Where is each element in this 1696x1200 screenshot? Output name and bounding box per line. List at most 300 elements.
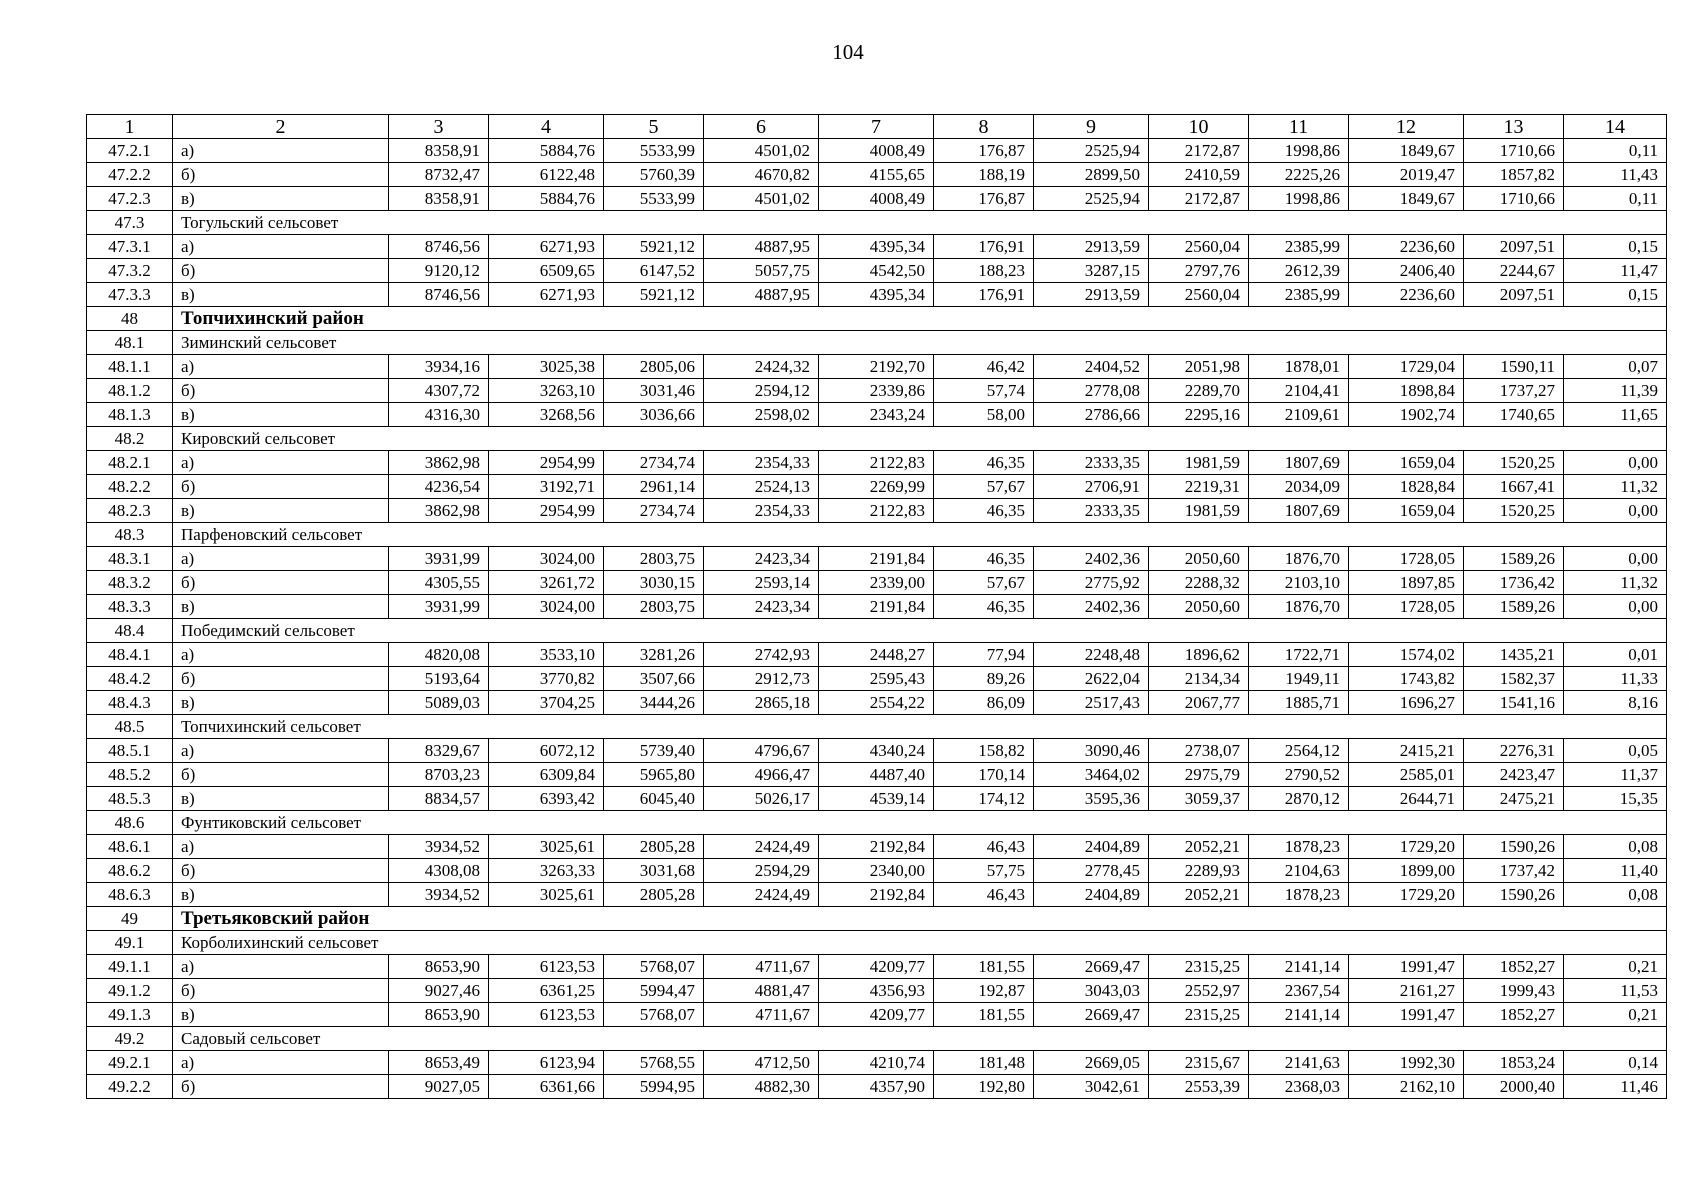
value-cell: 6309,84 <box>489 763 604 787</box>
section-row <box>87 523 1667 547</box>
value-cell: 1857,82 <box>1464 163 1564 187</box>
value-cell: 2423,34 <box>704 547 819 571</box>
section-title: Фунтиковский сельсовет <box>173 811 1667 835</box>
row-number: 48.2.3 <box>87 499 173 523</box>
value-cell: 1729,20 <box>1349 883 1464 907</box>
value-cell: 2554,22 <box>819 691 934 715</box>
value-cell: 0,08 <box>1564 835 1667 859</box>
row-option: а) <box>173 739 389 763</box>
header-cell: 11 <box>1249 115 1349 139</box>
value-cell: 1878,23 <box>1249 835 1349 859</box>
value-cell: 4887,95 <box>704 283 819 307</box>
value-cell: 188,23 <box>934 259 1034 283</box>
value-cell: 9027,05 <box>389 1075 489 1099</box>
value-cell: 0,08 <box>1564 883 1667 907</box>
value-cell: 1981,59 <box>1149 499 1249 523</box>
value-cell: 2598,02 <box>704 403 819 427</box>
value-cell: 2778,45 <box>1034 859 1149 883</box>
value-cell: 4796,67 <box>704 739 819 763</box>
value-cell: 0,21 <box>1564 955 1667 979</box>
value-cell: 11,32 <box>1564 475 1667 499</box>
value-cell: 5884,76 <box>489 139 604 163</box>
value-cell: 6147,52 <box>604 259 704 283</box>
value-cell: 2803,75 <box>604 595 704 619</box>
value-cell: 3862,98 <box>389 499 489 523</box>
row-number: 48.1.2 <box>87 379 173 403</box>
value-cell: 3268,56 <box>489 403 604 427</box>
value-cell: 2622,04 <box>1034 667 1149 691</box>
value-cell: 1737,27 <box>1464 379 1564 403</box>
section-title: Зиминский сельсовет <box>173 331 1667 355</box>
value-cell: 4155,65 <box>819 163 934 187</box>
value-cell: 2122,83 <box>819 451 934 475</box>
table-body <box>87 115 1667 1099</box>
section-title: Кировский сельсовет <box>173 427 1667 451</box>
table-row <box>87 979 1667 1003</box>
value-cell: 1949,11 <box>1249 667 1349 691</box>
value-cell: 2295,16 <box>1149 403 1249 427</box>
value-cell: 2742,93 <box>704 643 819 667</box>
header-cell: 7 <box>819 115 934 139</box>
value-cell: 11,39 <box>1564 379 1667 403</box>
table-row <box>87 235 1667 259</box>
value-cell: 1722,71 <box>1249 643 1349 667</box>
value-cell: 2034,09 <box>1249 475 1349 499</box>
value-cell: 1981,59 <box>1149 451 1249 475</box>
table-row <box>87 355 1667 379</box>
value-cell: 2870,12 <box>1249 787 1349 811</box>
value-cell: 2134,34 <box>1149 667 1249 691</box>
value-cell: 2954,99 <box>489 499 604 523</box>
value-cell: 3043,03 <box>1034 979 1149 1003</box>
value-cell: 2244,67 <box>1464 259 1564 283</box>
value-cell: 2560,04 <box>1149 235 1249 259</box>
value-cell: 1435,21 <box>1464 643 1564 667</box>
value-cell: 4340,24 <box>819 739 934 763</box>
value-cell: 2865,18 <box>704 691 819 715</box>
value-cell: 3287,15 <box>1034 259 1149 283</box>
value-cell: 2404,89 <box>1034 883 1149 907</box>
value-cell: 2192,84 <box>819 835 934 859</box>
table-row <box>87 883 1667 907</box>
table-row <box>87 283 1667 307</box>
row-number: 47.2.2 <box>87 163 173 187</box>
value-cell: 1659,04 <box>1349 499 1464 523</box>
value-cell: 181,48 <box>934 1051 1034 1075</box>
value-cell: 2424,49 <box>704 835 819 859</box>
value-cell: 2524,13 <box>704 475 819 499</box>
value-cell: 6122,48 <box>489 163 604 187</box>
value-cell: 46,43 <box>934 835 1034 859</box>
value-cell: 192,80 <box>934 1075 1034 1099</box>
row-number: 48.6.1 <box>87 835 173 859</box>
table-row <box>87 187 1667 211</box>
row-option: а) <box>173 1051 389 1075</box>
value-cell: 11,32 <box>1564 571 1667 595</box>
row-option: б) <box>173 667 389 691</box>
row-number: 48.2.1 <box>87 451 173 475</box>
value-cell: 4209,77 <box>819 955 934 979</box>
value-cell: 2525,94 <box>1034 139 1149 163</box>
value-cell: 1991,47 <box>1349 1003 1464 1027</box>
value-cell: 6393,42 <box>489 787 604 811</box>
value-cell: 5533,99 <box>604 187 704 211</box>
value-cell: 4882,30 <box>704 1075 819 1099</box>
value-cell: 176,87 <box>934 187 1034 211</box>
value-cell: 2141,14 <box>1249 955 1349 979</box>
value-cell: 3024,00 <box>489 595 604 619</box>
value-cell: 2669,47 <box>1034 1003 1149 1027</box>
row-option: б) <box>173 163 389 187</box>
value-cell: 4308,08 <box>389 859 489 883</box>
value-cell: 3281,26 <box>604 643 704 667</box>
value-cell: 1589,26 <box>1464 595 1564 619</box>
district-number: 49 <box>87 907 173 931</box>
value-cell: 2172,87 <box>1149 139 1249 163</box>
row-option: а) <box>173 643 389 667</box>
value-cell: 4008,49 <box>819 187 934 211</box>
value-cell: 77,94 <box>934 643 1034 667</box>
value-cell: 2786,66 <box>1034 403 1149 427</box>
section-row <box>87 331 1667 355</box>
value-cell: 2406,40 <box>1349 259 1464 283</box>
section-number: 48.2 <box>87 427 173 451</box>
row-option: в) <box>173 883 389 907</box>
value-cell: 1667,41 <box>1464 475 1564 499</box>
value-cell: 2954,99 <box>489 451 604 475</box>
value-cell: 8358,91 <box>389 187 489 211</box>
value-cell: 1520,25 <box>1464 451 1564 475</box>
value-cell: 2219,31 <box>1149 475 1249 499</box>
value-cell: 2423,47 <box>1464 763 1564 787</box>
value-cell: 188,19 <box>934 163 1034 187</box>
value-cell: 2191,84 <box>819 595 934 619</box>
value-cell: 2805,06 <box>604 355 704 379</box>
row-option: б) <box>173 763 389 787</box>
value-cell: 2276,31 <box>1464 739 1564 763</box>
value-cell: 2122,83 <box>819 499 934 523</box>
table-row <box>87 739 1667 763</box>
value-cell: 2052,21 <box>1149 835 1249 859</box>
section-title: Парфеновский сельсовет <box>173 523 1667 547</box>
row-number: 48.5.1 <box>87 739 173 763</box>
value-cell: 2553,39 <box>1149 1075 1249 1099</box>
value-cell: 2585,01 <box>1349 763 1464 787</box>
row-option: в) <box>173 283 389 307</box>
value-cell: 2288,32 <box>1149 571 1249 595</box>
value-cell: 5026,17 <box>704 787 819 811</box>
value-cell: 1728,05 <box>1349 547 1464 571</box>
header-cell: 1 <box>87 115 173 139</box>
value-cell: 1582,37 <box>1464 667 1564 691</box>
value-cell: 2404,89 <box>1034 835 1149 859</box>
value-cell: 8653,90 <box>389 1003 489 1027</box>
value-cell: 2385,99 <box>1249 235 1349 259</box>
value-cell: 0,00 <box>1564 451 1667 475</box>
row-number: 49.2.2 <box>87 1075 173 1099</box>
header-cell: 3 <box>389 115 489 139</box>
value-cell: 5921,12 <box>604 283 704 307</box>
value-cell: 1998,86 <box>1249 187 1349 211</box>
value-cell: 0,21 <box>1564 1003 1667 1027</box>
value-cell: 2019,47 <box>1349 163 1464 187</box>
row-option: б) <box>173 979 389 1003</box>
value-cell: 15,35 <box>1564 787 1667 811</box>
value-cell: 2525,94 <box>1034 187 1149 211</box>
value-cell: 1710,66 <box>1464 139 1564 163</box>
value-cell: 2354,33 <box>704 451 819 475</box>
value-cell: 6123,53 <box>489 955 604 979</box>
value-cell: 6271,93 <box>489 235 604 259</box>
value-cell: 1876,70 <box>1249 595 1349 619</box>
header-cell: 2 <box>173 115 389 139</box>
value-cell: 1743,82 <box>1349 667 1464 691</box>
value-cell: 2289,93 <box>1149 859 1249 883</box>
table-row <box>87 379 1667 403</box>
value-cell: 3263,33 <box>489 859 604 883</box>
value-cell: 1590,26 <box>1464 883 1564 907</box>
value-cell: 3036,66 <box>604 403 704 427</box>
value-cell: 0,00 <box>1564 595 1667 619</box>
row-option: в) <box>173 787 389 811</box>
value-cell: 57,75 <box>934 859 1034 883</box>
value-cell: 1729,20 <box>1349 835 1464 859</box>
value-cell: 46,42 <box>934 355 1034 379</box>
value-cell: 2097,51 <box>1464 235 1564 259</box>
value-cell: 2475,21 <box>1464 787 1564 811</box>
value-cell: 1710,66 <box>1464 187 1564 211</box>
value-cell: 11,53 <box>1564 979 1667 1003</box>
value-cell: 1696,27 <box>1349 691 1464 715</box>
value-cell: 5768,07 <box>604 1003 704 1027</box>
row-number: 48.3.3 <box>87 595 173 619</box>
value-cell: 174,12 <box>934 787 1034 811</box>
value-cell: 6045,40 <box>604 787 704 811</box>
row-number: 49.1.3 <box>87 1003 173 1027</box>
section-number: 49.2 <box>87 1027 173 1051</box>
value-cell: 2734,74 <box>604 451 704 475</box>
value-cell: 8703,23 <box>389 763 489 787</box>
value-cell: 57,67 <box>934 475 1034 499</box>
value-cell: 2191,84 <box>819 547 934 571</box>
value-cell: 2913,59 <box>1034 235 1149 259</box>
value-cell: 2805,28 <box>604 835 704 859</box>
table-row <box>87 595 1667 619</box>
value-cell: 5884,76 <box>489 187 604 211</box>
value-cell: 4307,72 <box>389 379 489 403</box>
value-cell: 4395,34 <box>819 235 934 259</box>
value-cell: 3025,61 <box>489 835 604 859</box>
value-cell: 2289,70 <box>1149 379 1249 403</box>
row-option: а) <box>173 547 389 571</box>
district-row <box>87 907 1667 931</box>
table-row <box>87 139 1667 163</box>
value-cell: 4210,74 <box>819 1051 934 1075</box>
value-cell: 1729,04 <box>1349 355 1464 379</box>
value-cell: 4236,54 <box>389 475 489 499</box>
table-row <box>87 787 1667 811</box>
value-cell: 2103,10 <box>1249 571 1349 595</box>
value-cell: 2339,86 <box>819 379 934 403</box>
district-number: 48 <box>87 307 173 331</box>
value-cell: 2594,12 <box>704 379 819 403</box>
section-row <box>87 619 1667 643</box>
section-number: 48.1 <box>87 331 173 355</box>
value-cell: 3931,99 <box>389 595 489 619</box>
value-cell: 8329,67 <box>389 739 489 763</box>
value-cell: 1589,26 <box>1464 547 1564 571</box>
value-cell: 2192,84 <box>819 883 934 907</box>
value-cell: 11,33 <box>1564 667 1667 691</box>
value-cell: 1659,04 <box>1349 451 1464 475</box>
value-cell: 3024,00 <box>489 547 604 571</box>
value-cell: 0,15 <box>1564 283 1667 307</box>
value-cell: 2315,25 <box>1149 955 1249 979</box>
table-row <box>87 763 1667 787</box>
row-number: 48.5.2 <box>87 763 173 787</box>
row-option: б) <box>173 1075 389 1099</box>
value-cell: 0,11 <box>1564 139 1667 163</box>
row-option: а) <box>173 955 389 979</box>
row-number: 48.3.1 <box>87 547 173 571</box>
value-cell: 2423,34 <box>704 595 819 619</box>
section-number: 48.3 <box>87 523 173 547</box>
value-cell: 2595,43 <box>819 667 934 691</box>
section-title: Садовый сельсовет <box>173 1027 1667 1051</box>
table-row <box>87 955 1667 979</box>
value-cell: 192,87 <box>934 979 1034 1003</box>
value-cell: 4356,93 <box>819 979 934 1003</box>
value-cell: 1590,11 <box>1464 355 1564 379</box>
value-cell: 3704,25 <box>489 691 604 715</box>
value-cell: 6509,65 <box>489 259 604 283</box>
value-cell: 0,15 <box>1564 235 1667 259</box>
row-number: 49.2.1 <box>87 1051 173 1075</box>
value-cell: 3059,37 <box>1149 787 1249 811</box>
value-cell: 4209,77 <box>819 1003 934 1027</box>
value-cell: 2050,60 <box>1149 547 1249 571</box>
value-cell: 4966,47 <box>704 763 819 787</box>
header-cell: 10 <box>1149 115 1249 139</box>
value-cell: 2225,26 <box>1249 163 1349 187</box>
value-cell: 2315,67 <box>1149 1051 1249 1075</box>
value-cell: 2594,29 <box>704 859 819 883</box>
value-cell: 5057,75 <box>704 259 819 283</box>
value-cell: 176,91 <box>934 235 1034 259</box>
section-row <box>87 931 1667 955</box>
value-cell: 1541,16 <box>1464 691 1564 715</box>
value-cell: 1992,30 <box>1349 1051 1464 1075</box>
value-cell: 3025,38 <box>489 355 604 379</box>
value-cell: 1807,69 <box>1249 499 1349 523</box>
value-cell: 86,09 <box>934 691 1034 715</box>
value-cell: 5921,12 <box>604 235 704 259</box>
value-cell: 1898,84 <box>1349 379 1464 403</box>
value-cell: 8653,90 <box>389 955 489 979</box>
table-row <box>87 451 1667 475</box>
row-option: а) <box>173 139 389 163</box>
row-number: 48.5.3 <box>87 787 173 811</box>
table-row <box>87 1075 1667 1099</box>
row-number: 47.3.1 <box>87 235 173 259</box>
value-cell: 6361,66 <box>489 1075 604 1099</box>
value-cell: 1876,70 <box>1249 547 1349 571</box>
value-cell: 2410,59 <box>1149 163 1249 187</box>
value-cell: 2385,99 <box>1249 283 1349 307</box>
value-cell: 2790,52 <box>1249 763 1349 787</box>
row-option: б) <box>173 475 389 499</box>
value-cell: 0,05 <box>1564 739 1667 763</box>
header-cell: 4 <box>489 115 604 139</box>
value-cell: 0,11 <box>1564 187 1667 211</box>
row-number: 47.2.3 <box>87 187 173 211</box>
value-cell: 4712,50 <box>704 1051 819 1075</box>
value-cell: 2236,60 <box>1349 283 1464 307</box>
row-option: б) <box>173 259 389 283</box>
value-cell: 1728,05 <box>1349 595 1464 619</box>
value-cell: 2067,77 <box>1149 691 1249 715</box>
row-option: в) <box>173 1003 389 1027</box>
value-cell: 11,43 <box>1564 163 1667 187</box>
value-cell: 2564,12 <box>1249 739 1349 763</box>
value-cell: 2913,59 <box>1034 283 1149 307</box>
value-cell: 1849,67 <box>1349 139 1464 163</box>
district-title: Третьяковский район <box>173 907 1667 931</box>
value-cell: 3090,46 <box>1034 739 1149 763</box>
value-cell: 2612,39 <box>1249 259 1349 283</box>
value-cell: 4711,67 <box>704 955 819 979</box>
header-cell: 6 <box>704 115 819 139</box>
value-cell: 3192,71 <box>489 475 604 499</box>
value-cell: 3444,26 <box>604 691 704 715</box>
value-cell: 5089,03 <box>389 691 489 715</box>
value-cell: 6361,25 <box>489 979 604 1003</box>
value-cell: 2448,27 <box>819 643 934 667</box>
value-cell: 1849,67 <box>1349 187 1464 211</box>
section-row <box>87 811 1667 835</box>
value-cell: 2517,43 <box>1034 691 1149 715</box>
value-cell: 1737,42 <box>1464 859 1564 883</box>
value-cell: 5768,07 <box>604 955 704 979</box>
value-cell: 57,74 <box>934 379 1034 403</box>
value-cell: 1853,24 <box>1464 1051 1564 1075</box>
value-cell: 2051,98 <box>1149 355 1249 379</box>
value-cell: 0,00 <box>1564 547 1667 571</box>
row-option: а) <box>173 235 389 259</box>
value-cell: 2706,91 <box>1034 475 1149 499</box>
value-cell: 2803,75 <box>604 547 704 571</box>
section-title: Топчихинский сельсовет <box>173 715 1667 739</box>
table-row <box>87 259 1667 283</box>
row-option: б) <box>173 379 389 403</box>
value-cell: 2424,32 <box>704 355 819 379</box>
value-cell: 2975,79 <box>1149 763 1249 787</box>
value-cell: 3464,02 <box>1034 763 1149 787</box>
value-cell: 1878,23 <box>1249 883 1349 907</box>
value-cell: 8732,47 <box>389 163 489 187</box>
value-cell: 4501,02 <box>704 139 819 163</box>
value-cell: 4305,55 <box>389 571 489 595</box>
value-cell: 3533,10 <box>489 643 604 667</box>
row-number: 48.1.3 <box>87 403 173 427</box>
value-cell: 2961,14 <box>604 475 704 499</box>
row-number: 48.4.3 <box>87 691 173 715</box>
value-cell: 2354,33 <box>704 499 819 523</box>
row-option: а) <box>173 451 389 475</box>
row-number: 47.3.2 <box>87 259 173 283</box>
section-row <box>87 1027 1667 1051</box>
row-option: в) <box>173 499 389 523</box>
